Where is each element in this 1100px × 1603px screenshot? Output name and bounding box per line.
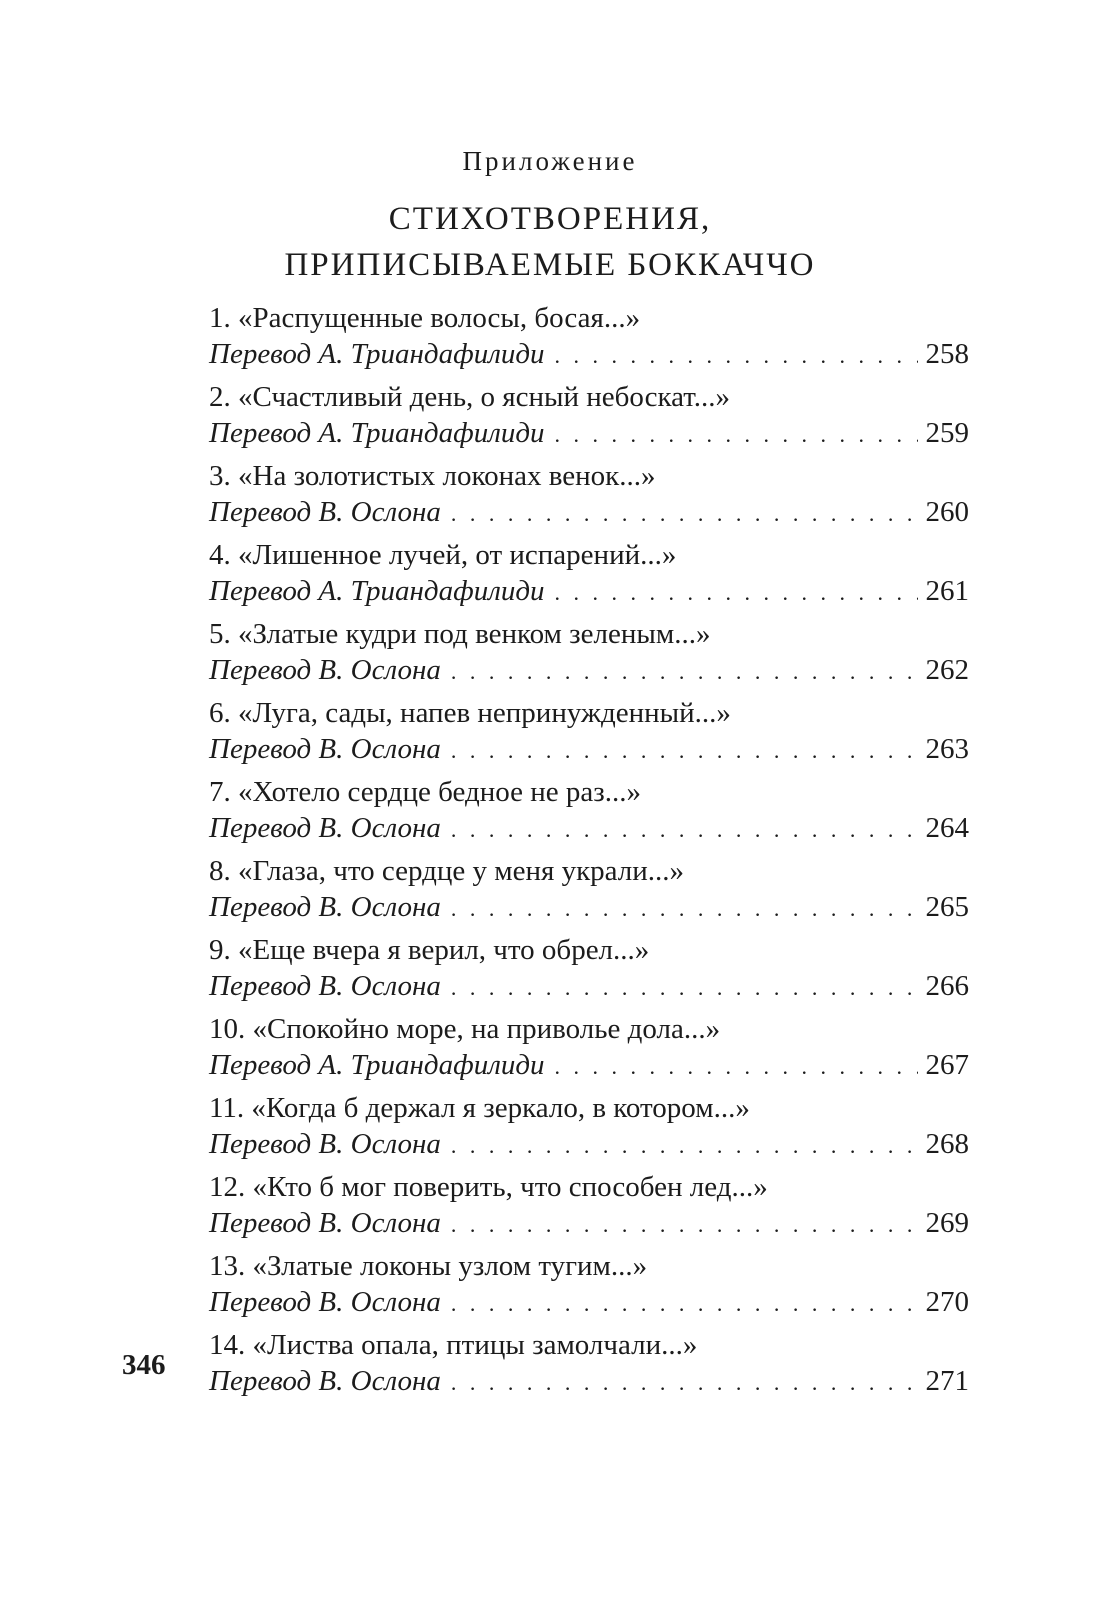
toc-entry xyxy=(209,774,969,853)
entry-line xyxy=(209,573,969,611)
entry-translator: Перевод В. Ослона xyxy=(209,654,441,686)
entry-line xyxy=(209,1126,969,1164)
entry-line xyxy=(209,1047,969,1085)
dot-leader xyxy=(451,1207,918,1243)
section-label: Приложение xyxy=(462,146,638,176)
entry-title: 1. «Распущенные волосы, босая...» xyxy=(209,302,641,334)
entry-line xyxy=(209,336,969,374)
entry-translator: Перевод В. Ослона xyxy=(209,812,441,844)
toc-entry xyxy=(209,300,969,379)
dot-leader xyxy=(451,733,918,769)
entry-translator: Перевод В. Ослона xyxy=(209,1128,441,1160)
entry-page-number: 269 xyxy=(925,1207,969,1239)
entry-line xyxy=(209,415,969,453)
entry-page-number: 260 xyxy=(925,496,969,528)
entry-line xyxy=(209,652,969,690)
toc-entry xyxy=(209,458,969,537)
dot-leader xyxy=(451,891,918,927)
entry-title: 2. «Счастливый день, о ясный небоскат...» xyxy=(209,381,731,413)
toc-entry xyxy=(209,932,969,1011)
dot-leader xyxy=(451,970,918,1006)
page-number: 346 xyxy=(122,1349,166,1381)
entry-page-number: 271 xyxy=(925,1365,969,1397)
entry-translator: Перевод А. Триандафилиди xyxy=(209,575,545,607)
table-of-contents xyxy=(209,300,969,1406)
entry-title: 13. «Златые локоны узлом тугим...» xyxy=(209,1250,648,1282)
entry-line xyxy=(209,494,969,532)
entry-line xyxy=(209,968,969,1006)
entry-page-number: 264 xyxy=(925,812,969,844)
entry-line xyxy=(209,810,969,848)
entry-translator: Перевод В. Ослона xyxy=(209,496,441,528)
dot-leader xyxy=(555,417,918,453)
entry-translator: Перевод А. Триандафилиди xyxy=(209,417,545,449)
toc-entry xyxy=(209,1011,969,1090)
entry-title: 6. «Луга, сады, напев непринужденный...» xyxy=(209,697,731,729)
entry-translator: Перевод В. Ослона xyxy=(209,1286,441,1318)
toc-entry xyxy=(209,853,969,932)
entry-title: 11. «Когда б держал я зеркало, в котором...» xyxy=(209,1092,750,1124)
entry-title: 12. «Кто б мог поверить, что способен лед...» xyxy=(209,1171,768,1203)
toc-entry xyxy=(209,1169,969,1248)
toc-entry xyxy=(209,537,969,616)
entry-page-number: 266 xyxy=(925,970,969,1002)
entry-title: 8. «Глаза, что сердце у меня украли...» xyxy=(209,855,685,887)
dot-leader xyxy=(451,1286,918,1322)
entry-page-number: 261 xyxy=(925,575,969,607)
entry-line xyxy=(209,1363,969,1401)
dot-leader xyxy=(555,575,918,611)
entry-title: 5. «Златые кудри под венком зеленым...» xyxy=(209,618,711,650)
entry-title: 14. «Листва опала, птицы замолчали...» xyxy=(209,1329,698,1361)
entry-page-number: 268 xyxy=(925,1128,969,1160)
entry-translator: Перевод В. Ослона xyxy=(209,970,441,1002)
entry-translator: Перевод А. Триандафилиди xyxy=(209,338,545,370)
entry-title: 9. «Еще вчера я верил, что обрел...» xyxy=(209,934,650,966)
entry-title: 10. «Спокойно море, на приволье дола...» xyxy=(209,1013,721,1045)
entry-page-number: 265 xyxy=(925,891,969,923)
dot-leader xyxy=(555,1049,918,1085)
entry-line xyxy=(209,889,969,927)
dot-leader xyxy=(451,812,918,848)
title-line-1: СТИХОТВОРЕНИЯ, xyxy=(388,201,712,237)
entry-line xyxy=(209,1284,969,1322)
entry-page-number: 259 xyxy=(925,417,969,449)
title-line-2: ПРИПИСЫВАЕМЫЕ БОККАЧЧО xyxy=(284,247,816,283)
toc-entry xyxy=(209,1090,969,1169)
entry-page-number: 267 xyxy=(925,1049,969,1081)
toc-entry xyxy=(209,379,969,458)
entry-translator: Перевод В. Ослона xyxy=(209,891,441,923)
entry-page-number: 262 xyxy=(925,654,969,686)
entry-line xyxy=(209,731,969,769)
dot-leader xyxy=(555,338,918,374)
entry-line xyxy=(209,1205,969,1243)
toc-entry xyxy=(209,695,969,774)
entry-translator: Перевод В. Ослона xyxy=(209,733,441,765)
entry-page-number: 270 xyxy=(925,1286,969,1318)
entry-translator: Перевод В. Ослона xyxy=(209,1207,441,1239)
entry-title: 3. «На золотистых локонах венок...» xyxy=(209,460,656,492)
entry-title: 4. «Лишенное лучей, от испарений...» xyxy=(209,539,677,571)
toc-entry xyxy=(209,1327,969,1406)
page-title xyxy=(0,196,1100,288)
entry-translator: Перевод А. Триандафилиди xyxy=(209,1049,545,1081)
entry-title: 7. «Хотело сердце бедное не раз...» xyxy=(209,776,641,808)
entry-translator: Перевод В. Ослона xyxy=(209,1365,441,1397)
dot-leader xyxy=(451,1128,918,1164)
toc-entry xyxy=(209,1248,969,1327)
dot-leader xyxy=(451,1365,918,1401)
entry-page-number: 263 xyxy=(925,733,969,765)
dot-leader xyxy=(451,654,918,690)
toc-entry xyxy=(209,616,969,695)
entry-page-number: 258 xyxy=(925,338,969,370)
dot-leader xyxy=(451,496,918,532)
